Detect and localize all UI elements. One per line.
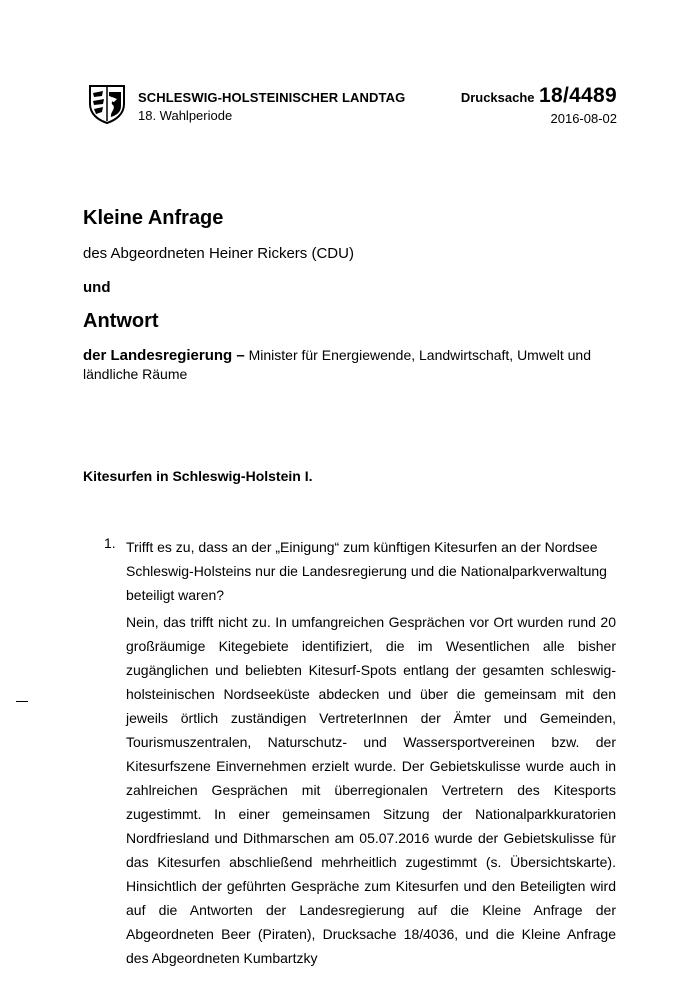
ministry-name: Minister für Energiewende, Landwirtschaft, Umwelt und ländliche Räume — [83, 347, 591, 382]
author-line: des Abgeordneten Heiner Rickers (CDU) — [83, 245, 354, 262]
answer-text: Nein, das trifft nicht zu. In umfangreichen Gesprächen vor Ort wurden rund 20 großräumige Kitegebiete identifiziert, die im Wesentlichen alle bisher zugänglichen und beliebten Kitesurf-Spots entlang der gesamten schleswig-holsteinischen Nordseeküste abdecken und über die gemeinsam mit den jeweils örtlich zuständigen VertreterInnen der Ämter und Gemeinden, Tourismuszentralen, Naturschutz- und Wassersportvereinen bzw. der Kitesurfszene Einvernehmen erzielt wurde. Der Gebietskulisse wurde auch in zahlreichen Gesprächen mit überregionalen Vertretern des Kitesports zugestimmt. In einer gemeinsamen Sitzung der Nationalparkkuratorien Nordfriesland und Dithmarschen am 05.07.2016 wurde der Gebietskulisse für das Kitesurfen abschließend mehrheitlich zugestimmt (s. Übersichtskarte). Hinsichtlich der geführten Gespräche zum Kitesurfen und den Beteiligten wird auf die Antworten der Landesregierung auf die Kleine Anfrage der Abgeordneten Beer (Piraten), Drucksache 18/4036, und die Kleine Anfrage des Abgeordneten Kumbartzky — [126, 614, 616, 966]
header-right — [461, 84, 617, 127]
heading-antwort: Antwort — [83, 310, 159, 332]
drucksache-label: Drucksache — [460, 90, 535, 105]
drucksache-line — [461, 84, 617, 110]
government-label: der Landesregierung – — [83, 347, 245, 364]
document-date: 2016-08-02 — [550, 111, 617, 126]
heading-kleine-anfrage: Kleine Anfrage — [83, 207, 224, 229]
margin-mark — [16, 701, 28, 702]
drucksache-number: 18/4489 — [538, 84, 617, 107]
legislative-period: 18. Wahlperiode — [138, 108, 233, 123]
subject-title: Kitesurfen in Schleswig-Holstein I. — [83, 468, 313, 484]
header-left — [138, 90, 405, 124]
question-number: 1. — [104, 535, 116, 551]
parliament-name: SCHLESWIG-HOLSTEINISCHER LANDTAG — [138, 90, 406, 105]
government-line — [83, 346, 623, 383]
question-text: Trifft es zu, dass an der „Einigung“ zum künftigen Kitesurfen an der Nordsee Schleswig-Holsteins nur die Landesregierung und die Nationalparkverwaltung beteiligt waren? — [126, 539, 607, 603]
conjunction: und — [83, 279, 111, 296]
coat-of-arms-icon — [88, 84, 126, 124]
